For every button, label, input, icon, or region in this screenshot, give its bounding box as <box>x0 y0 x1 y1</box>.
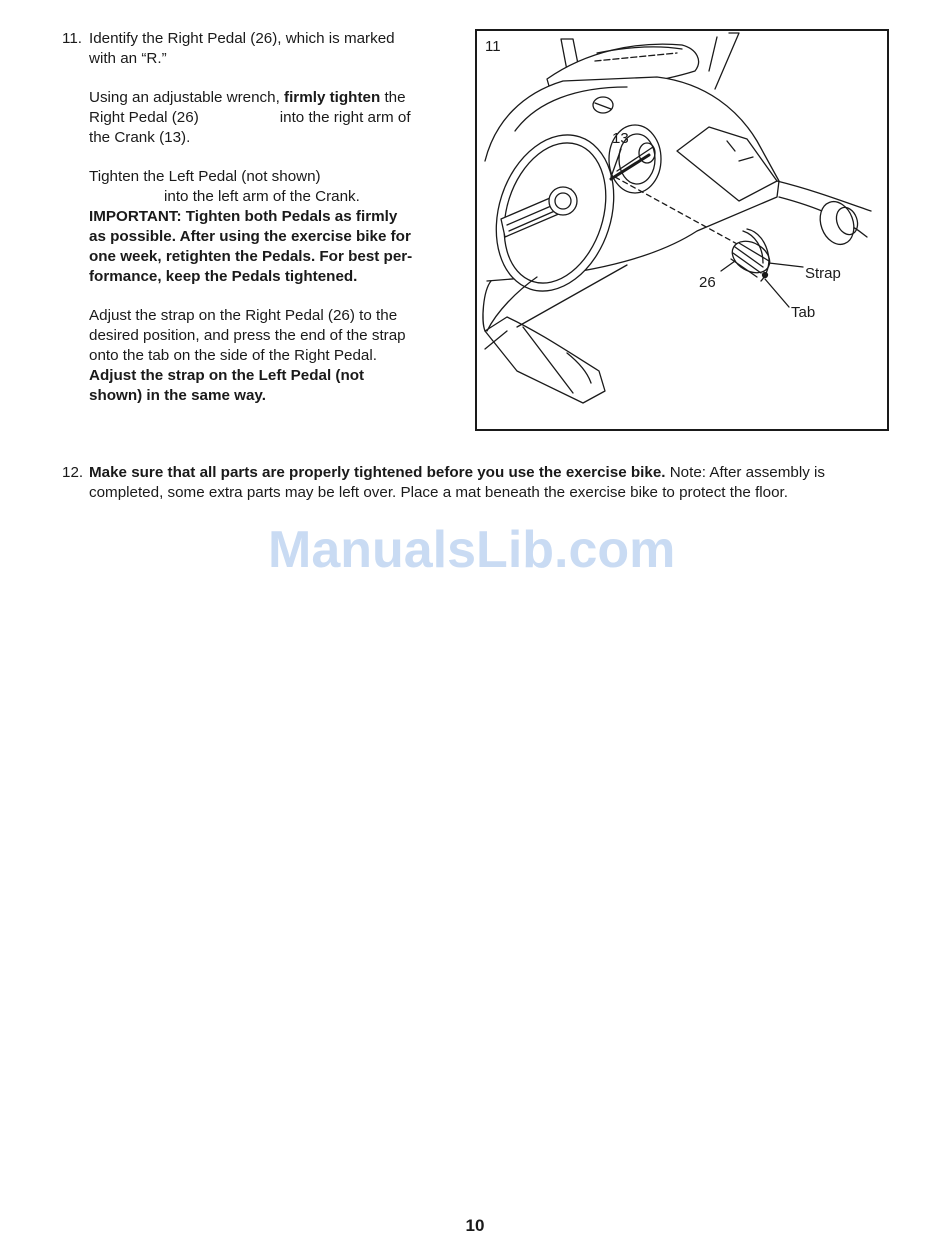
strap-bold-line-1: Adjust the strap on the Left Pedal (not <box>89 367 365 384</box>
strap-line-2: desired position, and press the end of the strap <box>89 327 406 344</box>
assembly-figure-11 <box>475 29 889 431</box>
step-11-wrench-instructions <box>89 88 411 148</box>
step-11-intro <box>89 29 395 69</box>
step-12-line-1 <box>89 463 825 483</box>
intro-line-1: Identify the Right Pedal (26), which is marked <box>89 30 395 47</box>
strap-line-3: onto the tab on the side of the Right Pedal. <box>89 347 377 364</box>
wrench-line-2 <box>89 108 411 128</box>
wrench-line-3: the Crank (13). <box>89 129 191 146</box>
callout-strap: Strap <box>805 265 841 282</box>
important-line-4: formance, keep the Pedals tightened. <box>89 268 358 285</box>
callout-tab: Tab <box>791 304 816 321</box>
step-12-line-2: completed, some extra parts may be left over. Place a mat beneath the exercise bike to protect the floor. <box>89 484 788 501</box>
step-11-left-pedal <box>89 167 360 207</box>
step-12-number: 12. <box>62 464 84 481</box>
wrench-line-1 <box>89 88 411 108</box>
page-number: 10 <box>465 1216 485 1235</box>
important-line-1: IMPORTANT: Tighten both Pedals as firmly <box>89 208 398 225</box>
step-12-bold-text: Make sure that all parts are properly tightened before you use the exercise bike. <box>89 464 666 481</box>
wrench-text-pre: Using an adjustable wrench, <box>89 89 285 106</box>
strap-line-1: Adjust the strap on the Right Pedal (26) to the <box>89 307 398 324</box>
exercise-bike-drawing <box>477 31 889 431</box>
callout-crank-13: 13 <box>612 130 629 147</box>
step-11-important-note <box>89 207 412 287</box>
intro-line-2: with an “R.” <box>89 50 167 67</box>
wrench-text-post: the <box>380 89 406 106</box>
figure-step-label: 11 <box>485 38 501 55</box>
step-12-normal-text: Note: After assembly is <box>665 464 826 481</box>
wrench-line-2b: into the right arm of <box>279 109 411 126</box>
step-12-text <box>89 463 825 503</box>
watermark-logo: ManualsLib.com <box>268 521 676 579</box>
left-pedal-line-2: into the left arm of the Crank. <box>164 188 360 205</box>
callout-pedal-26: 26 <box>699 274 716 291</box>
step-11-strap-instructions <box>89 306 406 406</box>
left-pedal-line-1: Tighten the Left Pedal (not shown) <box>89 168 321 185</box>
wrench-text-bold: firmly tighten <box>284 89 381 106</box>
important-line-3: one week, retighten the Pedals. For best per- <box>89 248 413 265</box>
important-line-2: as possible. After using the exercise bike for <box>89 228 411 245</box>
wrench-line-2a: Right Pedal (26) <box>89 109 199 126</box>
strap-bold-line-2: shown) in the same way. <box>89 387 266 404</box>
step-11-number: 11. <box>62 30 82 47</box>
